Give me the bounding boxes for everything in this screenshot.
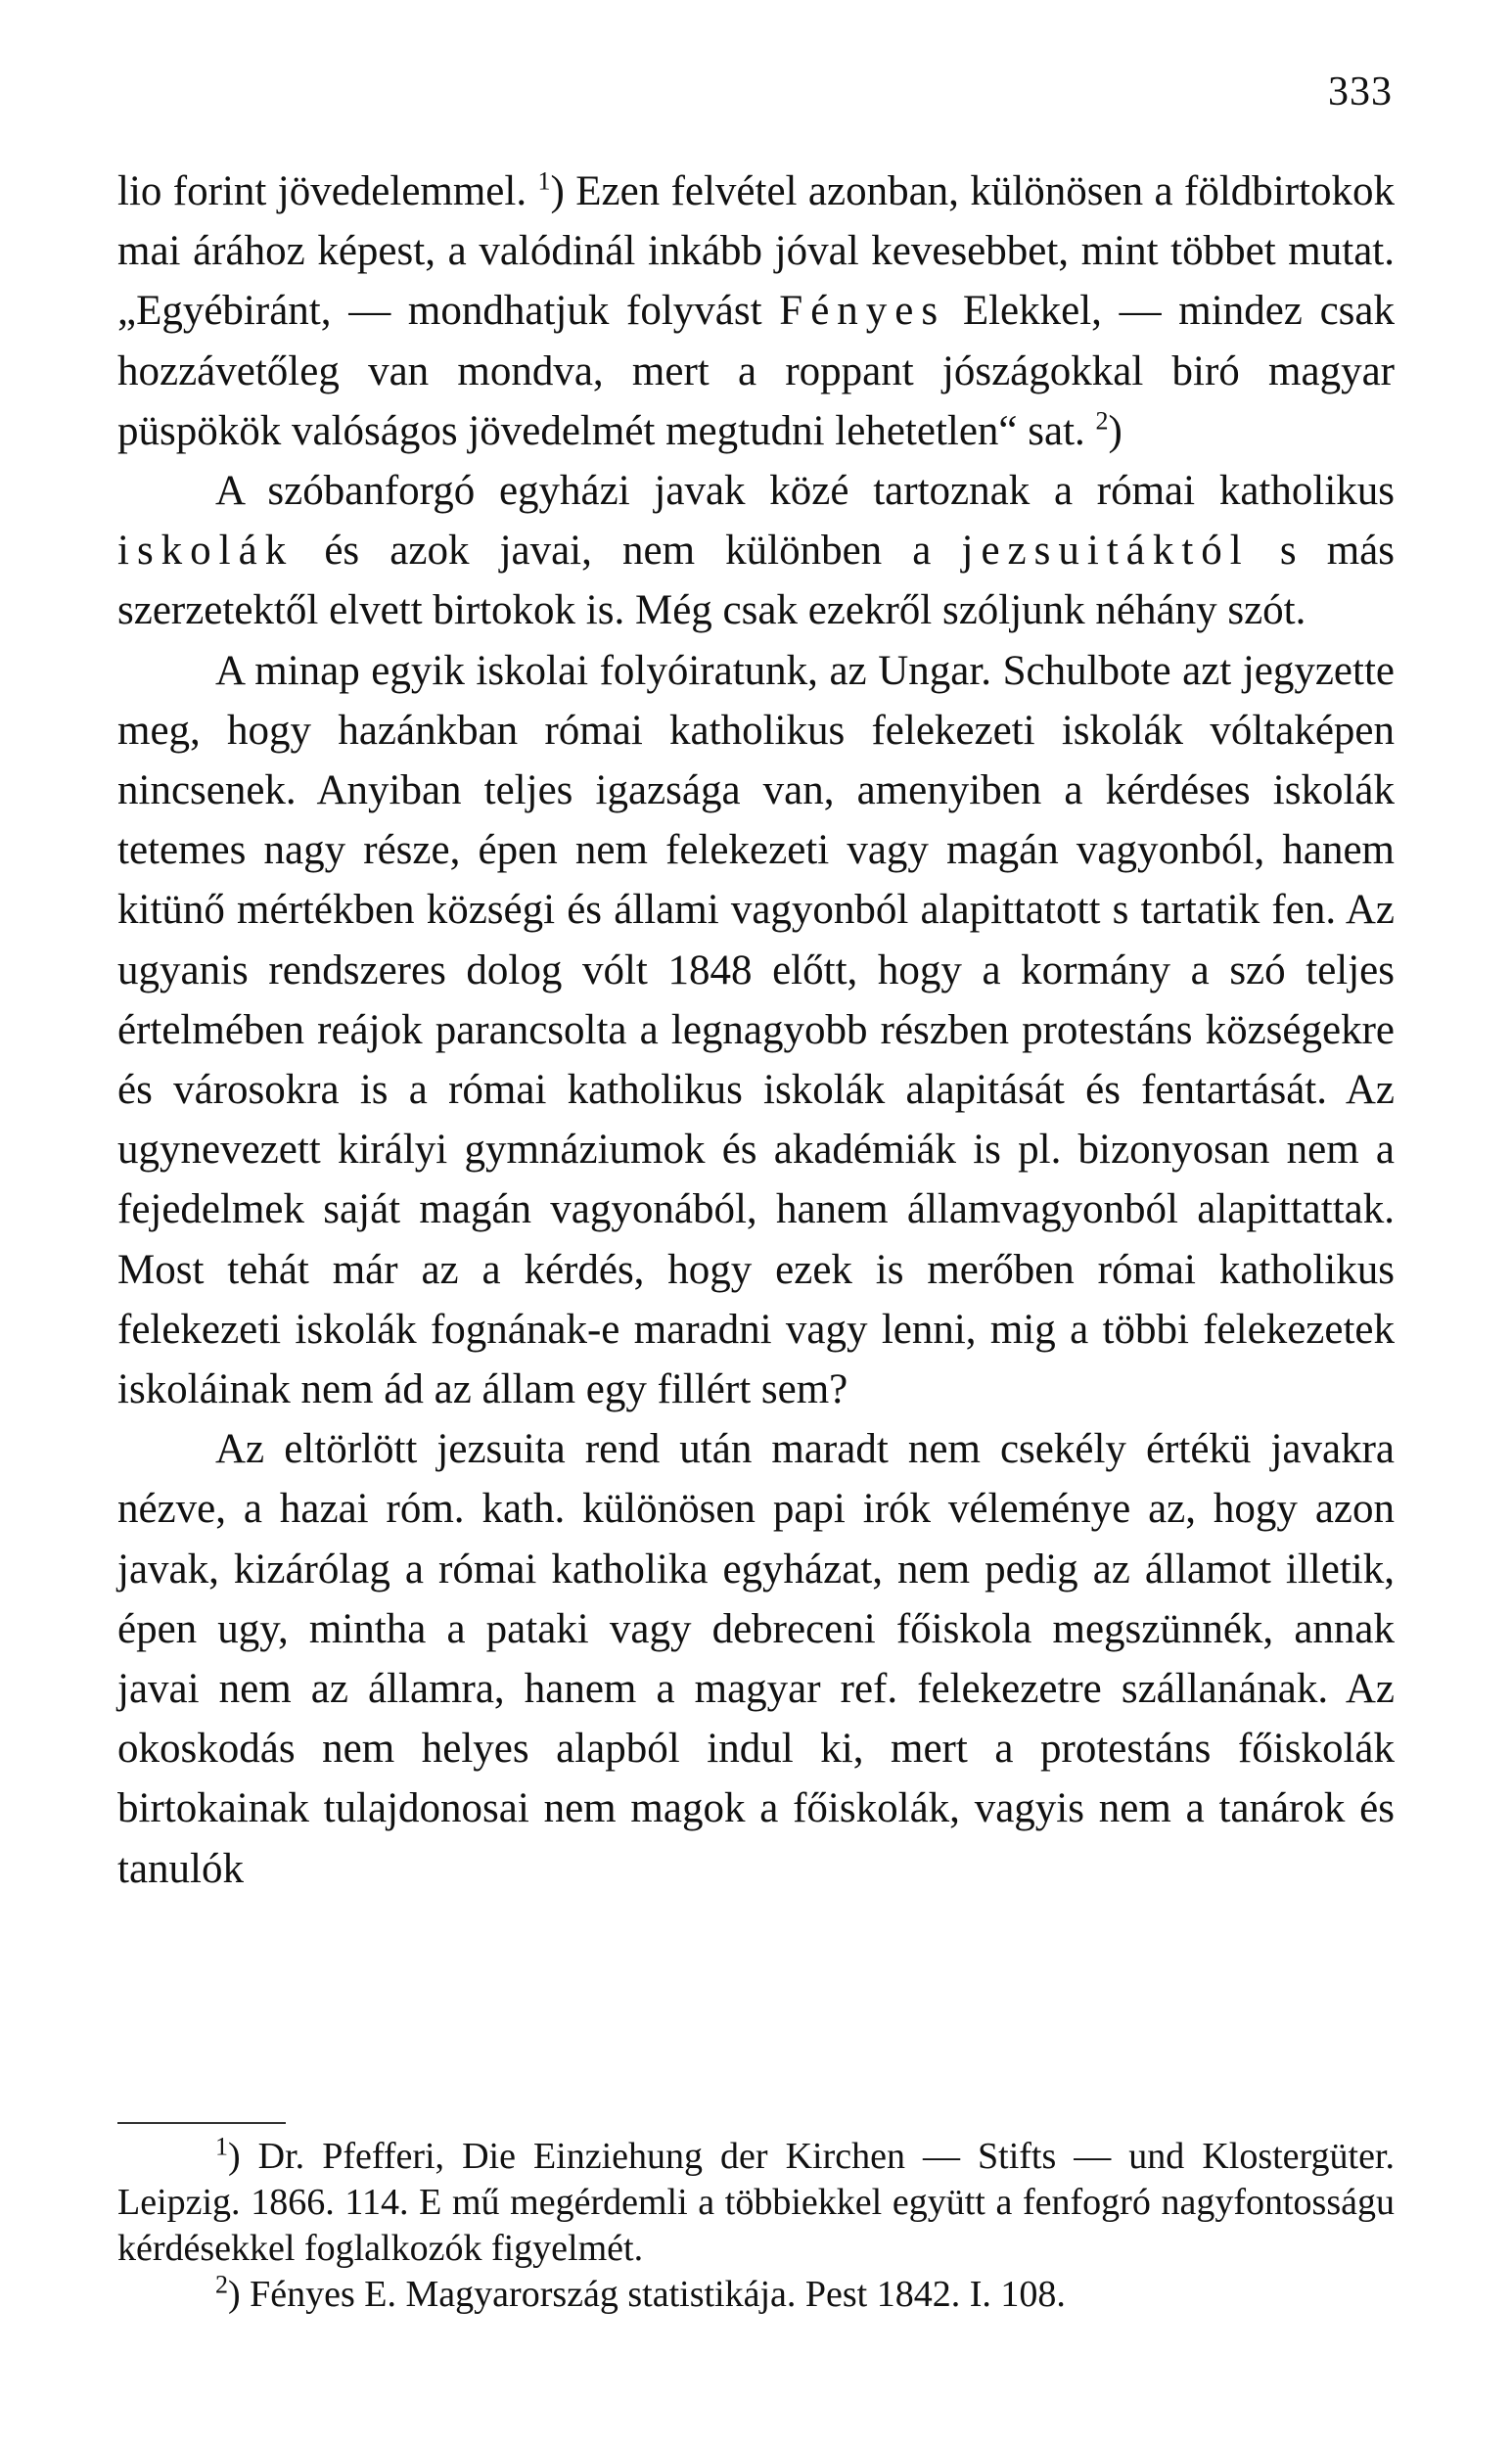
text-run: A minap egyik iskolai folyóiratunk, az Ungar. Schulbote azt jegyzette meg, hogy hazánkban római katholikus felekezeti iskolák vóltaképen nincsenek. Anyiban teljes igazsága van, amenyiben a kérdéses iskolák tetemes nagy része, épen nem felekezeti vagy magán vagyonból, hanem kitünő mértékben községi és állami vagyonból alapittatott s tartatik fen. Az ugyanis rendszeres dolog vólt 1848 előtt, hogy a kormány a szó teljes értelmében reájok parancsolta a legnagyobb részben protestáns községekre és városokra is a római katholikus iskolák alapitását és fentartását. Az ugynevezett királyi gymnáziumok és akadémiák is pl. bizonyosan nem a fejedelmek saját magán vagyonából, hanem államvagyonból alapittattak. Most tehát már az a kérdés, hogy ezek is merőben római katholikus felekezeti iskolák fognának-e maradni vagy lenni, mig a többi felekezetek iskoláinak nem ád az állam egy fillért sem? xyxy=(117,647,1395,1413)
spaced-term: iskolák xyxy=(117,528,295,575)
text-run: Az eltörlött jezsuita rend után maradt nem csekély értékü javakra nézve, a hazai róm. kath. különösen papi irók véleménye az, hogy azon javak, kizárólag a római katholika egyházat, nem pedig az államot illetik, épen ugy, mintha a pataki vagy debreceni főiskola megszünnék, annak javai nem az államra, hanem a magyar ref. felekezetre szállanának. Az okoskodás nem helyes alapból indul ki, mert a protestáns főiskolák birtokainak tulajdonosai nem magok a főiskolák, vagyis nem a tanárok és tanulók xyxy=(117,1426,1395,1892)
footnote-divider xyxy=(117,2122,286,2124)
text-run: ) xyxy=(1108,407,1123,454)
footnote-number: 2 xyxy=(215,2270,228,2299)
paragraph xyxy=(117,641,1395,1420)
footnote xyxy=(117,2272,1395,2318)
footnote-marker: 1 xyxy=(537,166,551,196)
paragraph xyxy=(117,162,1395,461)
main-text xyxy=(117,162,1395,1899)
footnote-text: ) Fényes E. Magyarország statistikája. Pest 1842. I. 108. xyxy=(228,2274,1066,2315)
text-run: ) Ezen felvétel azonban, különösen a földbirtokok mai árához képest, a valódinál inkább jóval kevesebbet, mint többet mutat. „Egyébiránt, — mondhatjuk folyvást xyxy=(117,168,1395,335)
page-number: 333 xyxy=(1328,69,1393,115)
paragraph xyxy=(117,461,1395,641)
footnotes xyxy=(117,2134,1395,2318)
text-run: Elekkel, — mindez csak hozzávetőleg van mondva, mert a roppant jószágokkal biró magyar püspökök valóságos jövedelmét megtudni lehetetlen“ sat. xyxy=(117,288,1395,454)
footnote-text: ) Dr. Pfefferi, Die Einziehung der Kirchen — Stifts — und Klostergüter. Leipzig. 1866. 114. E mű megérdemli a többiekkel együtt a fenfogró nagyfontosságu kérdésekkel foglalkozók figyelmét. xyxy=(117,2136,1395,2269)
text-run: A szóbanforgó egyházi javak közé tartoznak a római katholikus xyxy=(215,468,1395,515)
text-run: és azok javai, nem különben a xyxy=(294,528,962,575)
text-run: s más szerzetektől elvett birtokok is. Még csak ezekről szóljunk néhány szót. xyxy=(117,528,1395,634)
footnote-number: 1 xyxy=(215,2132,228,2161)
footnote-marker: 2 xyxy=(1095,406,1109,436)
paragraph xyxy=(117,1419,1395,1899)
spaced-term: jezsuitáktól xyxy=(961,528,1250,575)
spaced-name: Fényes xyxy=(779,288,946,335)
footnote xyxy=(117,2134,1395,2272)
text-run: lio forint jövedelemmel. xyxy=(117,168,538,214)
